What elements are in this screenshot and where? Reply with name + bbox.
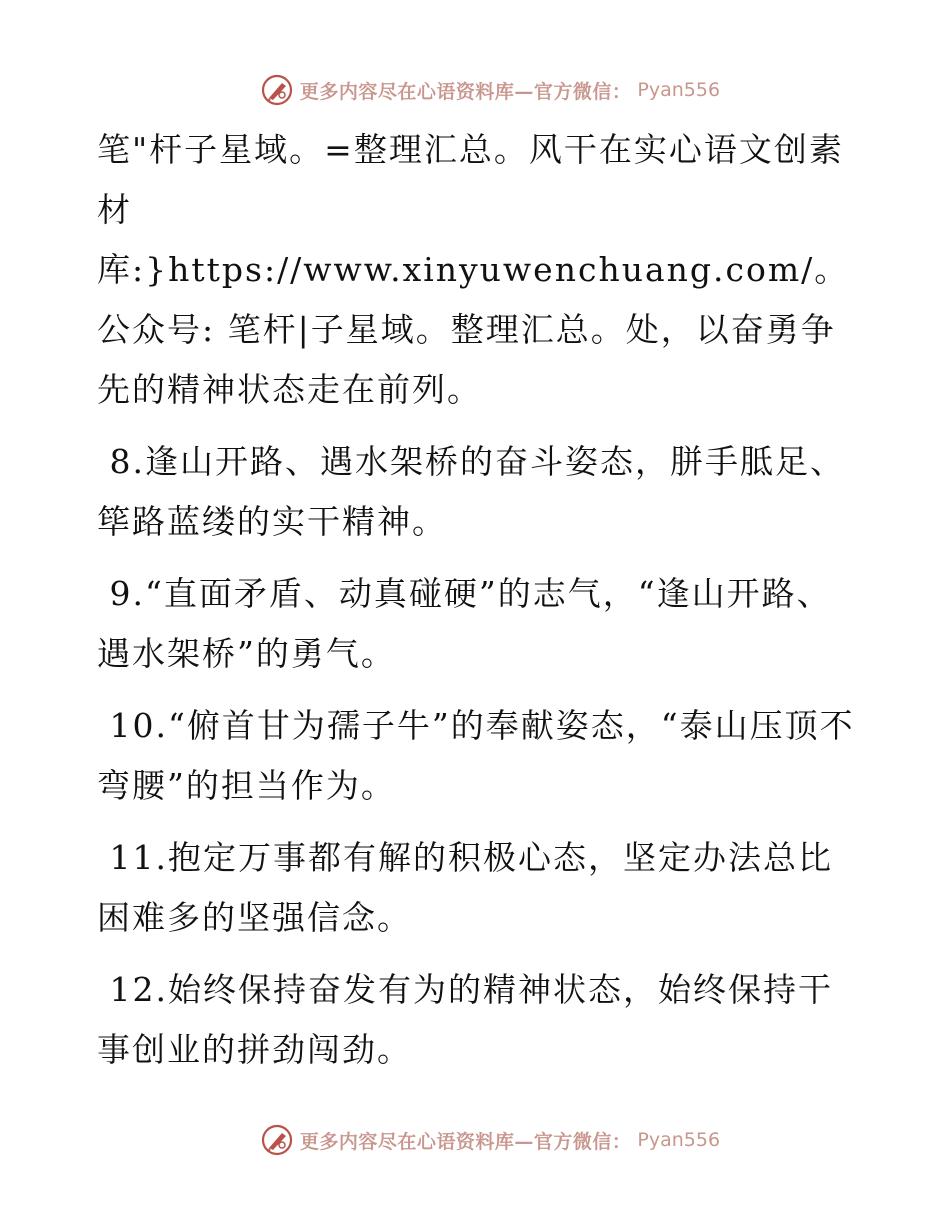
document-body (97, 120, 857, 1092)
pen-logo-icon (260, 73, 294, 107)
paragraph-item-8: 8.逢山开路、遇水架桥的奋斗姿态，胼手胝足、筚路蓝缕的实干精神。 (97, 442, 845, 541)
header-brand-text: 更多内容尽在心语资料库—官方微信： (299, 80, 632, 103)
paragraph-item-9: 9.“直面矛盾、动真碰硬”的志气，“逢山开路、遇水架桥”的勇气。 (97, 574, 832, 673)
header-watermark-inner (260, 73, 720, 107)
paragraph-item-12: 12.始终保持奋发有为的精神状态，始终保持干事创业的拼劲闯劲。 (97, 970, 833, 1069)
paragraph-item-11: 11.抱定万事都有解的积极心态，坚定办法总比困难多的坚强信念。 (97, 838, 833, 937)
header-wechat-id: Pyan556 (637, 79, 721, 101)
footer-watermark (0, 1120, 950, 1160)
pen-logo-icon (260, 1123, 294, 1157)
header-watermark (0, 70, 950, 110)
footer-wechat-id: Pyan556 (637, 1129, 721, 1151)
paragraph-item-10: 10.“俯首甘为孺子牛”的奉献姿态，“泰山压顶不弯腰”的担当作为。 (97, 706, 855, 805)
footer-brand-text: 更多内容尽在心语资料库—官方微信： (299, 1130, 632, 1153)
footer-watermark-inner (260, 1123, 720, 1157)
paragraph-intro: 笔"杆子星域。=整理汇总。风干在实心语文创素材库:}https://www.xinyuwenchuang.com/。公众号: 笔杆|子星域。整理汇总。处，以奋勇争先的精神状态走在前列。 (97, 130, 850, 409)
